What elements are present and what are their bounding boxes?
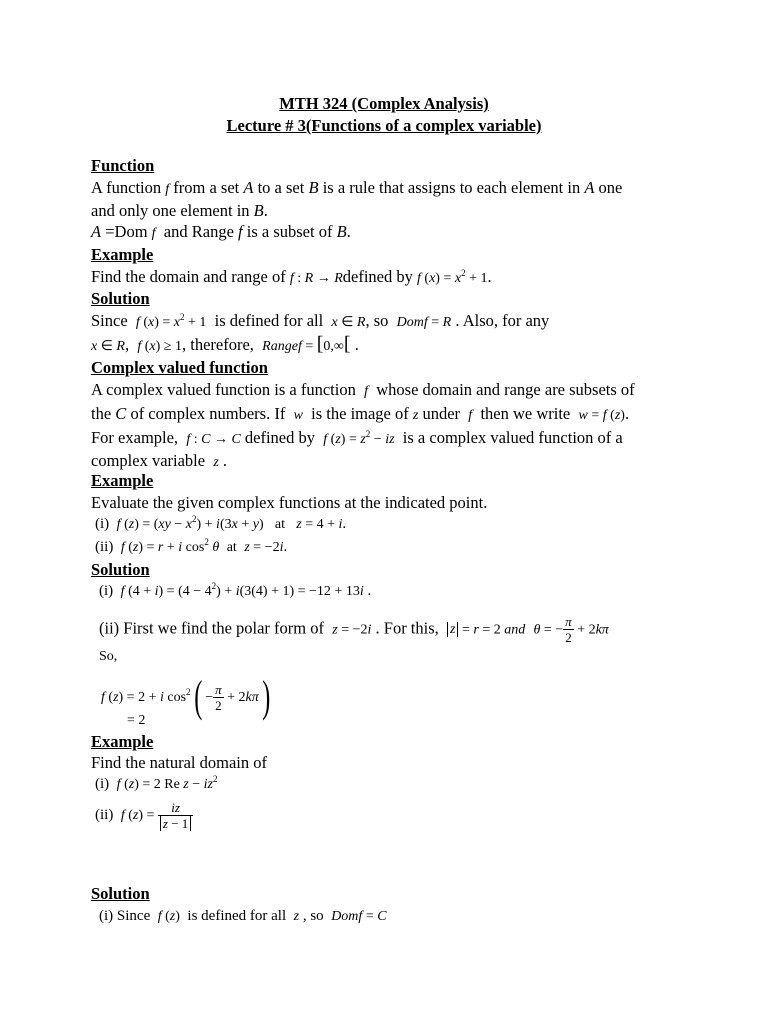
solution2-heading: Solution (91, 560, 150, 579)
lecture-title: Lecture # 3(Functions of a complex variable) (226, 116, 542, 135)
example3-text: Find the natural domain of (91, 753, 267, 772)
example2-text: Evaluate the given complex functions at the indicated point. (91, 493, 488, 512)
solution2-polar-eq: f (z) = 2 + i $\cos^2$( − $\frac{\pi}{2}$ + 2kπ) (101, 672, 271, 722)
example1-text: Find the domain and range of f : R → Rdefined by f $(x) = x^2 + 1$. (91, 267, 492, 286)
example2-part-ii: (ii) f (z) = r + i $\cos^2 \theta$ at z = −2i. (95, 537, 288, 555)
cvf-line4: complex variable z . (91, 451, 228, 470)
solution2-part-ii: (ii) First we find the polar form of z = −2i . For this, z = r = 2 and θ = − $\frac{\pi}{2}$ + 2kπ (99, 614, 609, 645)
solution3-line: (i) Since f (z) is defined for all z , so Domf = C (99, 908, 387, 924)
course-title: MTH 324 (Complex Analysis) (279, 94, 489, 113)
cvf-heading: Complex valued function (91, 358, 268, 377)
solution1-line2: x ∈ R, f (x) ≥ 1, therefore, Rangef = [0,∞[ . (91, 333, 359, 355)
function-definition-line1: A function f from a set A to a set B is a rule that assigns to each element in A one (91, 178, 623, 197)
cvf-line1: A complex valued function is a function f whose domain and range are subsets of (91, 380, 635, 399)
cvf-line3: For example, f : C → C defined by f $(z) = z^2$ − iz is a complex valued function of a (91, 428, 623, 447)
solution2-part-i: (i) f $(4 + i) = (4 - 4^2) + i(3(4) + 1) = -12 + 13i$ . (99, 581, 372, 599)
solution1-line1: Since f $(x) = x^2 + 1$ is defined for all x ∈ R, so Domf = R . Also, for any (91, 311, 550, 330)
solution2-result: = 2 (127, 713, 146, 728)
example2-heading: Example (91, 471, 154, 490)
example1-heading: Example (91, 245, 154, 264)
example3-part-ii: (ii) f (z) = $\frac{iz}{z - 1}$ (95, 797, 193, 834)
domain-range-line: A =Dom f and Range f is a subset of B. (91, 222, 351, 241)
solution3-heading: Solution (91, 884, 150, 903)
solution1-heading: Solution (91, 289, 150, 308)
so-label: So, (99, 649, 118, 664)
function-heading: Function (91, 156, 155, 175)
cvf-line2: the C of complex numbers. If w is the image of z under f then we write w = f (z). (91, 404, 630, 423)
example3-heading: Example (91, 732, 154, 751)
function-definition-line2: and only one element in B. (91, 201, 268, 220)
example3-part-i: (i) f (z) = 2 Re $z - iz^2$ (95, 774, 218, 792)
example2-part-i: (i) f $(z) = (xy - x^2) + i(3x + y)$ at z = 4 + i. (95, 514, 347, 532)
